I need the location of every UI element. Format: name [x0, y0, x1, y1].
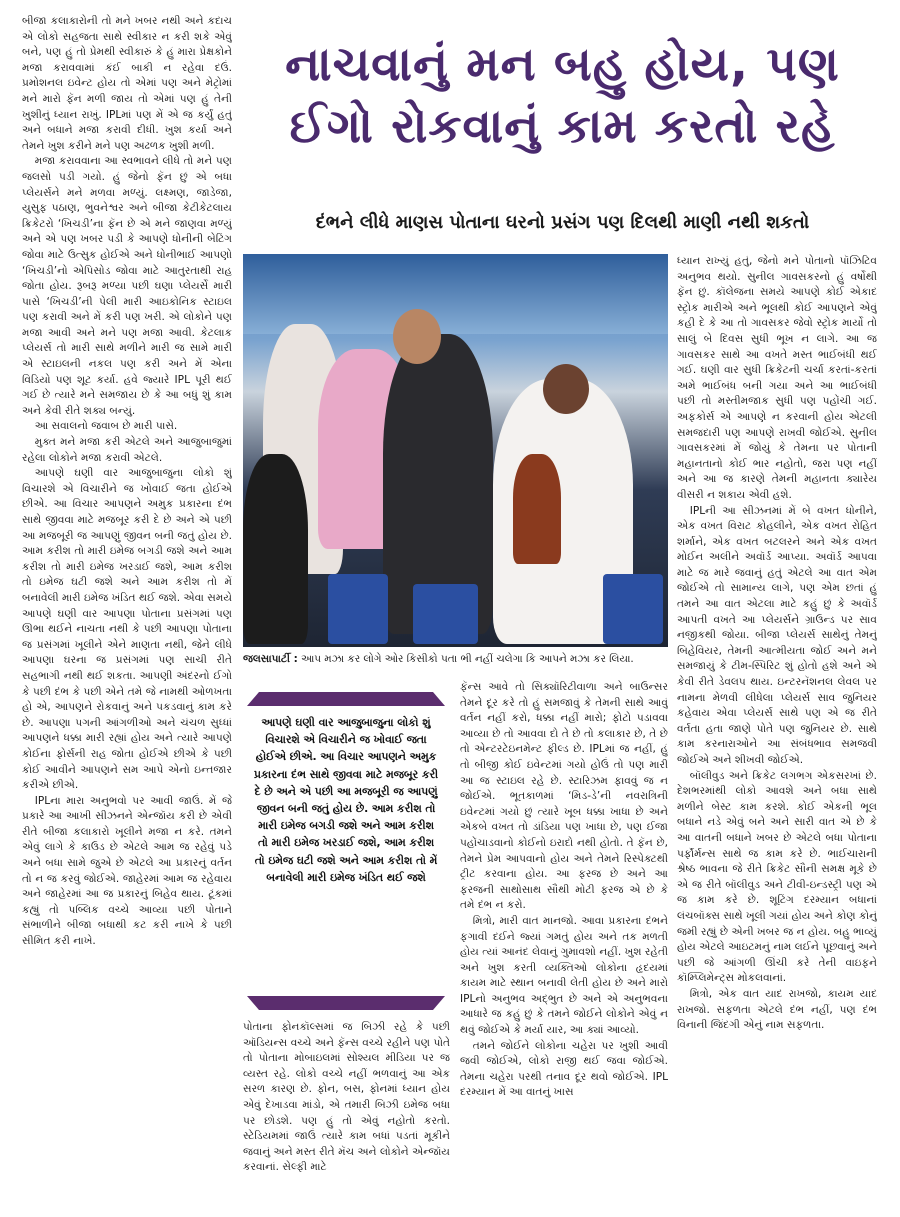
article-column-mid-right	[460, 680, 668, 1204]
paragraph: મિત્રો, એક વાત યાદ રાખજો, કાયમ યાદ રાખજો. સફળતા એટલે દંભ નહીં, પણ દંભ વિનાની જિંદગી એનું નામ સફળતા.	[677, 987, 877, 1032]
caption-label: જલસાપાર્ટી :	[243, 653, 298, 665]
photo-person	[393, 309, 441, 364]
article-column-left	[22, 14, 232, 1204]
stadium-seat	[328, 574, 388, 644]
paragraph: બૉલીવુડ અને ક્રિકેટ લગભગ એકસરખાં છે. દેશભરમાંથી લોકો આવશે અને બધા સાથે મળીને બેસ્ટ કામ કરશે. કોઈ એકની ભૂલ બધાને નડે એવું બને અને સારી વાત એ છે કે આ વાતની બધાને ખબર છે એટલે બધા પોતાના પર્ફૉર્મન્સ સાથે જ કામ કરે છે. ભાઈચારાની શ્રેષ્ઠ ભાવના જે રીતે ક્રિકેટ સૌની સમક્ષ મૂકે છે એ જ રીતે બૉલીવુડ અને ટીવી-ઇન્ડસ્ટ્રી પણ એ જ કામ કરે છે. શૂટિંગ દરમ્યાન બધાનાં લંચબૉક્સ સાથે ખૂલી ગયાં હોય અને કોણ કોનું જમી રહ્યું છે એની ખબર જ ન હોય. બહુ ભાવ્યું હોય એટલે આઇટમનું નામ લઈને પૂછવાનું અને પછી જે આંગળી ઊંચી કરે તેની વાઇફને કૉમ્પ્લિમેન્ટ્સ મોકલવાનાં.	[677, 769, 877, 985]
quote-band-bottom	[247, 996, 445, 1010]
paragraph: બીજા કલાકારોની તો મને ખબર નથી અને કદાચ એ લોકો સહજતા સાથે સ્વીકાર ન કરી શકે એવું બને, પણ હું તો પ્રેમથી સ્વીકારું કે હું મારા પ્રેક્ષકોને મજા કરાવવામાં કંઈ બાકી ન રહેવા દઉં. પ્રમોશનલ ઇવેન્ટ હોય તો એમાં પણ અને મેટ્રોમાં મને મારો ફૅન મળી જાય તો એમાં પણ હું તેની ખુશીનું ધ્યાન રાખું. IPLમાં પણ મેં એ જ કર્યું હતું અને બધાને મજા કરાવી દીધી. ખુશ કર્યા અને તેમને ખુશ કરીને મને પણ અઢળક ખુશી મળી.	[22, 15, 232, 152]
paragraph: આ સવાલનો જવાબ છે મારી પાસે.	[34, 420, 178, 433]
paragraph: IPLની આ સીઝનમાં મેં બે વખત ધોનીને, એક વખત વિરાટ કોહલીને, એક વખત રોહિત શર્માને, એક વખત બટલરને અને એક વખત મોઈન અલીને અવૉર્ડ આપ્યા. અવૉર્ડ આપવા માટે જ મારે જવાનું હતું એટલે આ વાત એમ જોઈએ તો સામાન્ય લાગે, પણ એમ છતાં હું તમને આ વાત એટલા માટે કહું છું કે અવૉર્ડ આપતી વખતે આ પ્લેયર્સને ગ્રાઉન્ડ પર સાવ નજીકથી જોયા. બીજા પ્લેયર્સ સાથેનું તેમનું બિહેવિયર, તેમની આત્મીયતા જોઈ અને મને સમજાયું કે ટીમ-સ્પિરિટ શું હોતો હશે અને એ કેવી રીતે ડેવલપ થાય. ઇન્ટરનૅશનલ લેવલ પર નામના મેળવી લીધેલા પ્લેયર્સ સાવ જુનિયર કહેવાય એવા પ્લેયર્સ સાથે પણ એ જ રીતે વર્તતા હતા જાણે પોતે પણ જુનિયર છે. સાથે કામ કરનારાઓને આ સંબંધભાવ સમજવી જોઈએ અને શીખવી જોઈએ.	[677, 504, 877, 766]
pull-quote	[247, 692, 445, 1010]
paragraph: IPLના મારા અનુભવો પર આવી જાઉં. મેં જે પ્રકારે આ આખી સીઝનને એન્જૉય કરી છે એવી રીતે બીજા કલાકારો ખૂલીને મજા ન કરે. તમને એવું લાગે કે કાઉડ છે એટલે આમ જ રહેવું પડે અને બધા સામે જુએ છે એટલે આ પ્રકારનું વર્તન તો ન જ કરવું જોઈએ. જાહેરમાં આમ જ રહેવાય અને જાહેરમાં આ જ પ્રકારનું બિહેવ થાય. ટૂંકમાં કહ્યું તો પબ્લિક વચ્ચે આવ્યા પછી પોતાને સંભાળીને બીજા બધાથી કટ કરી નાખે કે પછી સીમિત કરી નાખે.	[22, 794, 232, 948]
quote-band-top	[247, 692, 445, 706]
stadium-seat	[603, 574, 663, 644]
stadium-seat	[413, 584, 478, 644]
paragraph: ધ્યાન રાખ્યું હતું, જેનો મને પોતાનો પૉઝિટિવ અનુભવ થયો. સુનીલ ગાવસકરનો હું વર્ષોથી ફૅન છું. કૉલેજના સમયે આપણે કોઈ એકાદ સ્ટ્રોક મારીએ અને ભૂલથી કોઈ આપણને એવું કહી દે કે આ તો ગાવસકર જેવો સ્ટ્રોક માર્યો તો સાલું બે દિવસ સુધી ભૂખ ન લાગે. આ જ ગાવસકર સાથે આ વખતે મસ્ત ભાઈબંધી થઈ ગઈ. ઘણી વાર સુધી ક્રિકેટની ચર્ચા કરતાં-કરતાં અમે ભાઈબંધ બની ગયા અને આ ભાઈબંધી પછી તો મસ્તીમજાક સુધી પણ પહોંચી ગઈ. અફકોર્સ એ આપણે ન કરવાની હોય એટલી સમજદારી પણ આપણે રાખવી જોઈએ. સુનીલ ગાવસકરમાં મેં જોયું કે તેમના પર પોતાની મહાનતાનો કોઈ ભાર નહોતો, જરા પણ નહીં અને આ જ કારણે તેમની મહાનતા ક્યારેય વીસરી ન શકાય એવી હશે.	[677, 255, 877, 501]
subheadline: દંભને લીધે માણસ પોતાના ઘરનો પ્રસંગ પણ દિલથી માણી નથી શકતો	[315, 212, 810, 233]
photo-caption	[243, 652, 668, 666]
paragraph: આપણે ઘણી વાર આજુબાજુના લોકો શું વિચારશે એ વિચારીને જ ખોવાઈ જતા હોઈએ છીએ. આ વિચાર આપણને અમુક પ્રકારના દંભ સાથે જીવવા માટે મજબૂર કરી દે છે અને એ પછી આ મજબૂરી જ આપણું જીવન બની જતું હોય છે. આમ કરીશ તો મારી ઇમેજ બગડી જશે અને આમ કરીશ તો મારી ઇમેજ ખરડાઈ જશે, આમ કરીશ તો ઇમેજ ઘટી જશે અને આમ કરીશ તો મેં બનાવેલી મારી ઇમેજ ખંડિત થઈ જશે. એવા સમયે આપણે ઘણી વાર આપણા પોતાના પ્રસંગમાં પણ ઊભા થઈને નાચતા નથી કે પછી આપણા પોતાના જ પ્રસંગમાં ખૂલીને એને માણતા નથી, જેને લીધે આપણા ઘરના જ પ્રસંગમાં પણ સાચી રીતે સહભાગી નથી થઈ શકતા. આપણી અંદરનો ઈગો કે પછી દંભ કે પછી એને તમે જે નામથી ઓળખતા હો એ, આપણને રોકવાનું અને પકડવાનું કામ કરે છે. આપણા પગની આંગળીઓ અને ચંચળ સુધ્ધાં આપણને ધક્કા મારી રહ્યાં હોય અને ત્યારે આપણે કોઈના ફોર્સની રાહ જોતા હોઈએ છીએ કે પછી કોઈ આવીને આપણને સમ આપે એનો ઇન્તજાર કરીએ છીએ.	[22, 467, 232, 792]
paragraph: પોતાના ફોનકૉલ્સમાં જ બિઝી રહે કે પછી ઑડિયન્સ વચ્ચે અને ફૅન્સ વચ્ચે રહીને પણ પોતે તો પોતાના મોબાઇલમાં સોશ્યલ મીડિયા પર જ વ્યસ્ત રહે. લોકો વચ્ચે નહીં ભળવાનું આ એક સરળ કારણ છે. ફોન, બસ, ફોનમાં ધ્યાન હોય એવું દેખાડવા માંડો, એ તમારી બિઝી ઇમેજ બધા પર છોડશે. પણ હું તો એવું નહોતો કરતો. સ્ટેડિયમમાં જાઉં ત્યારે કામ બધાં પડતાં મૂકીને જવાનું અને મસ્ત રીતે મૅચ અને લોકોને એન્જૉય કરવાનાં. સેલ્ફી માટે	[243, 1021, 450, 1174]
pull-quote-text: આપણે ઘણી વાર આજુબાજુના લોકો શું વિચારશે એ વિચારીને જ ખોવાઈ જતા હોઈએ છીએ. આ વિચાર આપણને અમુક પ્રકારના દંભ સાથે જીવવા માટે મજબૂર કરી દે છે અને એ પછી આ મજબૂરી જ આપણું જીવન બની જતું હોય છે. આમ કરીશ તો મારી ઇમેજ બગડી જશે અને આમ કરીશ તો મારી ઇમેજ ખરડાઈ જશે, આમ કરીશ તો ઇમેજ ઘટી જશે અને આમ કરીશ તો મેં બનાવેલી મારી ઇમેજ ખંડિત થઈ જશે	[253, 716, 439, 884]
article-column-mid-bottom	[243, 1020, 450, 1204]
headline-line-1: નાચવાનું મન બહુ હોય, પણ	[285, 37, 840, 92]
headline	[240, 34, 885, 158]
paragraph: તમને જોઈને લોકોના ચહેરા પર ખુશી આવી જવી જોઈએ, લોકો રાજી થઈ જવા જોઈએ. તેમના ચહેરા પરથી તનાવ દૂર થવો જોઈએ. IPL દરમ્યાન મેં આ વાતનું ખાસ	[460, 1039, 668, 1099]
paragraph: ફૅન્સ આવે તો સિક્યૉરિટીવાળા અને બાઉન્સર તેમને દૂર કરે તો હું સમજાવું કે તેમની સાથે આવું વર્તન નહીં કરો, ધક્કા નહીં મારો; ફોટો પડાવવા આવ્યા છે તો આવવા દો તે છે તો કલાકાર છે, તે છે તો એન્ટરટેઇનમેન્ટ ફીલ્ડ છે. IPLમાં જ નહીં, હું તો બીજી કોઈ ઇવેન્ટમાં ગયો હોઉં તો પણ મારી આ જ સ્ટાઇલ રહે છે. સ્ટારિઝમ ફાવવું જ ન જોઈએ. ભૂતકાળમાં ‘મિડ-ડે’ની નવરાત્રિની ઇવેન્ટમાં ગયો છું ત્યારે ખૂબ ધક્કા ખાધા છે અને એકબે વખત તો ડાંડિયા પણ ખાધા છે, પણ ઈજા પહોંચાડવાનો કોઈનો ઇરાદો નથી હોતો. તે ફૅન છે, તેમને પ્રેમ આપવાનો હોય અને તેમને રિસ્પેક્ટથી ટ્રીટ કરવાના હોય. આ ફરજ છે અને આ ફરજની સાથોસાથ સૌથી મોટી ફરજ એ છે કે તમે દંભ ન કરો.	[460, 681, 668, 912]
paragraph: મિત્રો, મારી વાત માનજો. આવા પ્રકારના દંભને ફગાવી દઈને જ્યાં ગમતું હોય અને તક મળતી હોય ત્યાં આનંદ લેવાનું ગુમાવશો નહીં. ખુશ રહેતી અને ખુશ કરતી વ્યક્તિઓ લોકોના હૃદયમાં કાયમ માટે સ્થાન બનાવી લેતી હોય છે અને મારો IPLનો અનુભવ અદ્ભુત છે અને એ અનુભવના આધારે જ કહું છું કે તમને જોઈને લોકોને એવું ન થવું જોઈએ કે મર્યા યાર, આ ક્યાં આવ્યો.	[460, 914, 668, 1037]
article-column-right	[677, 254, 877, 1204]
caption-text: આપ મઝા કર લોગે ઓર કિસીકો પતા ભી નહીં ચલેગા કિ આપને મઝા કર લિયા.	[301, 653, 634, 665]
headline-line-2: ઈગો રોકવાનું કામ કરતો રહે	[289, 99, 836, 154]
paragraph: મુક્ત મને મજા કરી એટલે અને આજુબાજુમાં રહેલા લોકોને મજા કરાવી એટલે.	[22, 436, 232, 464]
photo-person	[243, 454, 308, 644]
article-photo	[243, 254, 668, 647]
photo-person	[513, 454, 561, 564]
photo-person	[543, 364, 589, 414]
stadium-stand	[243, 254, 668, 334]
paragraph: મજા કરાવવાના આ સ્વભાવને લીધે તો મને પણ જલસો પડી ગયો. હું જેનો ફૅન છું એ બધા પ્લેયર્સને મને મળવા મળ્યું. લક્ષ્મણ, જાડેજા, યુસુફ પઠાણ, ભુવનેશ્વર અને બીજા કેટીકેટલાય ક્રિકેટરો ‘ખિચડી’ના ફૅન છે એ મને જાણવા મળ્યું અને એ પણ ખબર પડી કે આપણે ધોનીની બેટિંગ જોવા માટે ઉત્સુક હોઈએ અને ધોનીભાઈ આપણો ‘ખિચડી’નો એપિસોડ જોવા માટે આતુરતાથી રાહ જોતા હોય. રૂબરૂ મળ્યા પછી ઘણા પ્લેયર્સે મારી પાસે ‘ખિચડી’ની પેલી મારી આઇકોનિક સ્ટાઇલ પણ કરાવી અને મેં કરી પણ ખરી. એ લોકોને પણ મજા આવી અને મને પણ મજા આવી. કેટલાક પ્લેયર્સ તો મારી સાથે મળીને મારી જ સામે મારી એ સ્ટાઇલની નકલ પણ કરી અને મેં એના વિડિયો પણ શૂટ કર્યા. હવે જ્યારે IPL પૂરી થઈ ગઈ છે ત્યારે મને સમજાય છે કે આ બધું શું કામ અને કેવી રીતે શક્ય બન્યું.	[22, 155, 232, 417]
